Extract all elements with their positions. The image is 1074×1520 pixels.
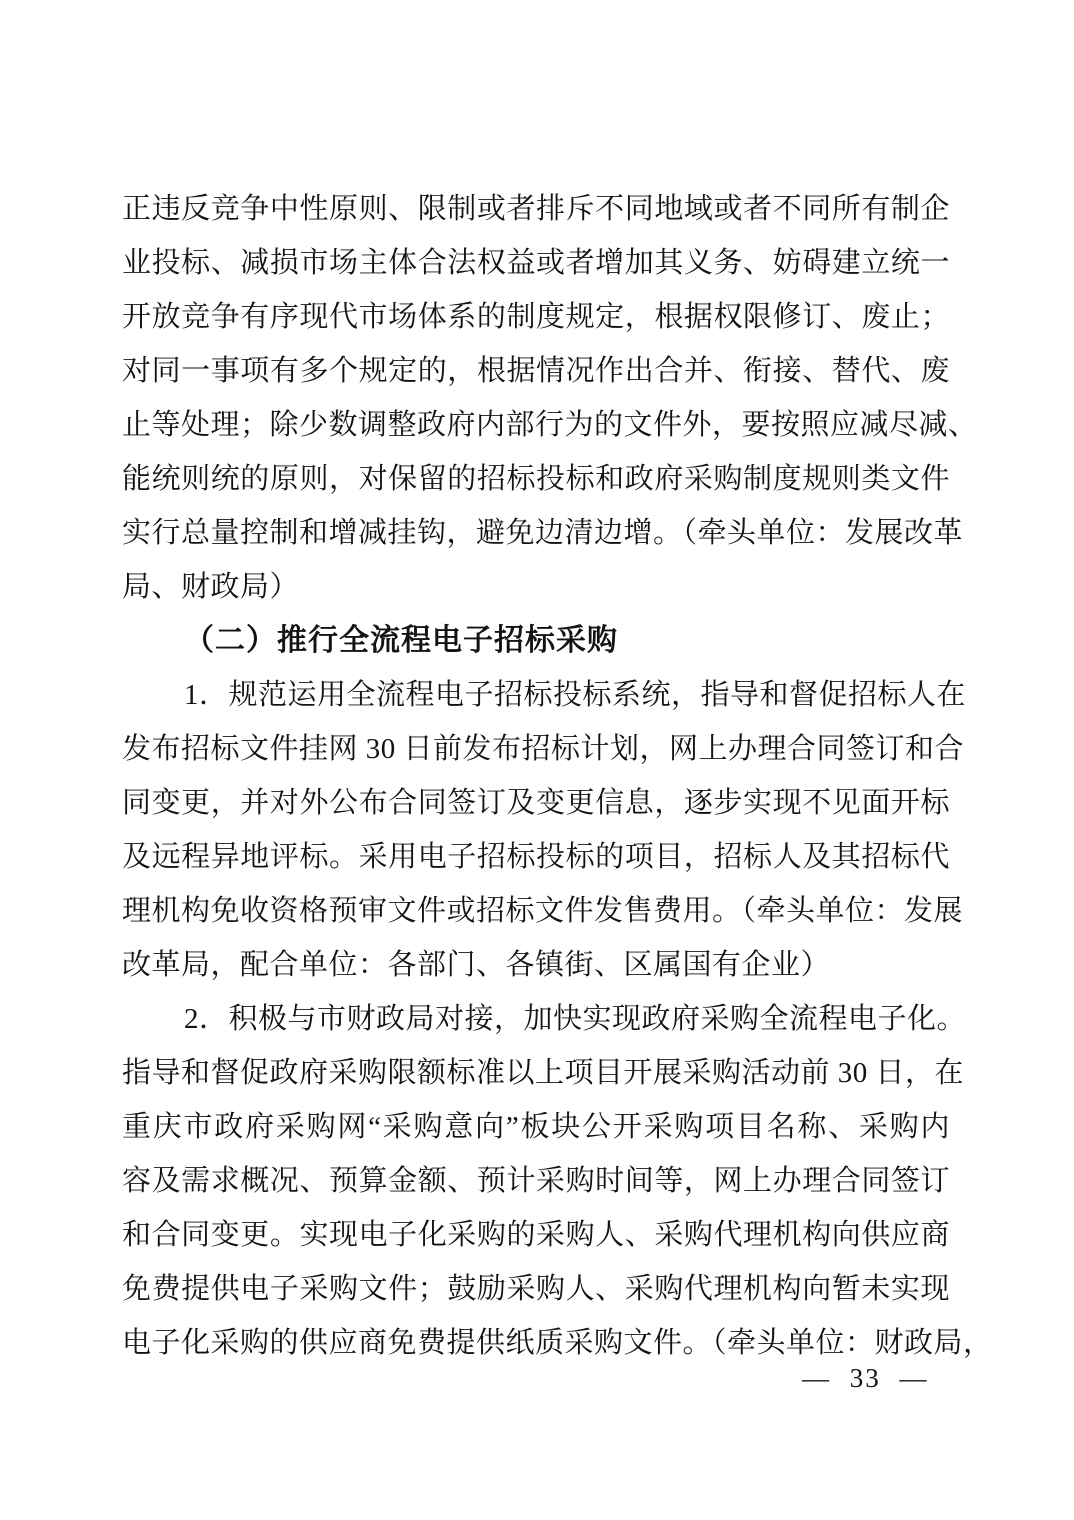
text-line: 免费提供电子采购文件；鼓励采购人、采购代理机构向暂未实现	[122, 1273, 950, 1305]
text-line: 指导和督促政府采购限额标准以上项目开展采购活动前 30 日，在	[122, 1057, 965, 1089]
section-heading: （二）推行全流程电子招标采购	[184, 624, 618, 657]
text-line: 容及需求概况、预算金额、预计采购时间等，网上办理合同签订	[122, 1165, 950, 1197]
text-line: 发布招标文件挂网 30 日前发布招标计划，网上办理合同签订和合	[122, 733, 965, 765]
page-number: — 33 —	[802, 1363, 929, 1393]
text-line: 改革局，配合单位：各部门、各镇街、区属国有企业）	[122, 949, 831, 981]
text-line: 重庆市政府采购网“采购意向”板块公开采购项目名称、采购内	[122, 1111, 950, 1143]
text-line: 实行总量控制和增减挂钩，避免边清边增。（牵头单位：发展改革	[122, 517, 964, 549]
text-line: 能统则统的原则，对保留的招标投标和政府采购制度规则类文件	[122, 463, 950, 495]
text-line: 业投标、减损市场主体合法权益或者增加其义务、妨碍建立统一	[122, 247, 950, 279]
text-line: 同变更，并对外公布合同签订及变更信息，逐步实现不见面开标	[122, 787, 950, 819]
text-line: 及远程异地评标。采用电子招标投标的项目，招标人及其招标代	[122, 841, 950, 873]
text-line: 开放竞争有序现代市场体系的制度规定，根据权限修订、废止；	[122, 301, 950, 333]
text-line: 正违反竞争中性原则、限制或者排斥不同地域或者不同所有制企	[122, 193, 950, 225]
text-line: 理机构免收资格预审文件或招标文件发售费用。（牵头单位：发展	[122, 895, 964, 927]
text-line: 对同一事项有多个规定的，根据情况作出合并、衔接、替代、废	[122, 355, 950, 387]
text-line: 2．积极与市财政局对接，加快实现政府采购全流程电子化。	[184, 1003, 967, 1035]
text-line: 局、财政局）	[122, 571, 300, 603]
document-body	[122, 182, 993, 1370]
text-line: 和合同变更。实现电子化采购的采购人、采购代理机构向供应商	[122, 1219, 950, 1251]
text-line: 1．规范运用全流程电子招标投标系统，指导和督促招标人在	[184, 679, 967, 711]
text-line: 止等处理；除少数调整政府内部行为的文件外，要按照应减尽减、	[122, 409, 978, 441]
text-line: 电子化采购的供应商免费提供纸质采购文件。（牵头单位：财政局，	[122, 1327, 993, 1359]
